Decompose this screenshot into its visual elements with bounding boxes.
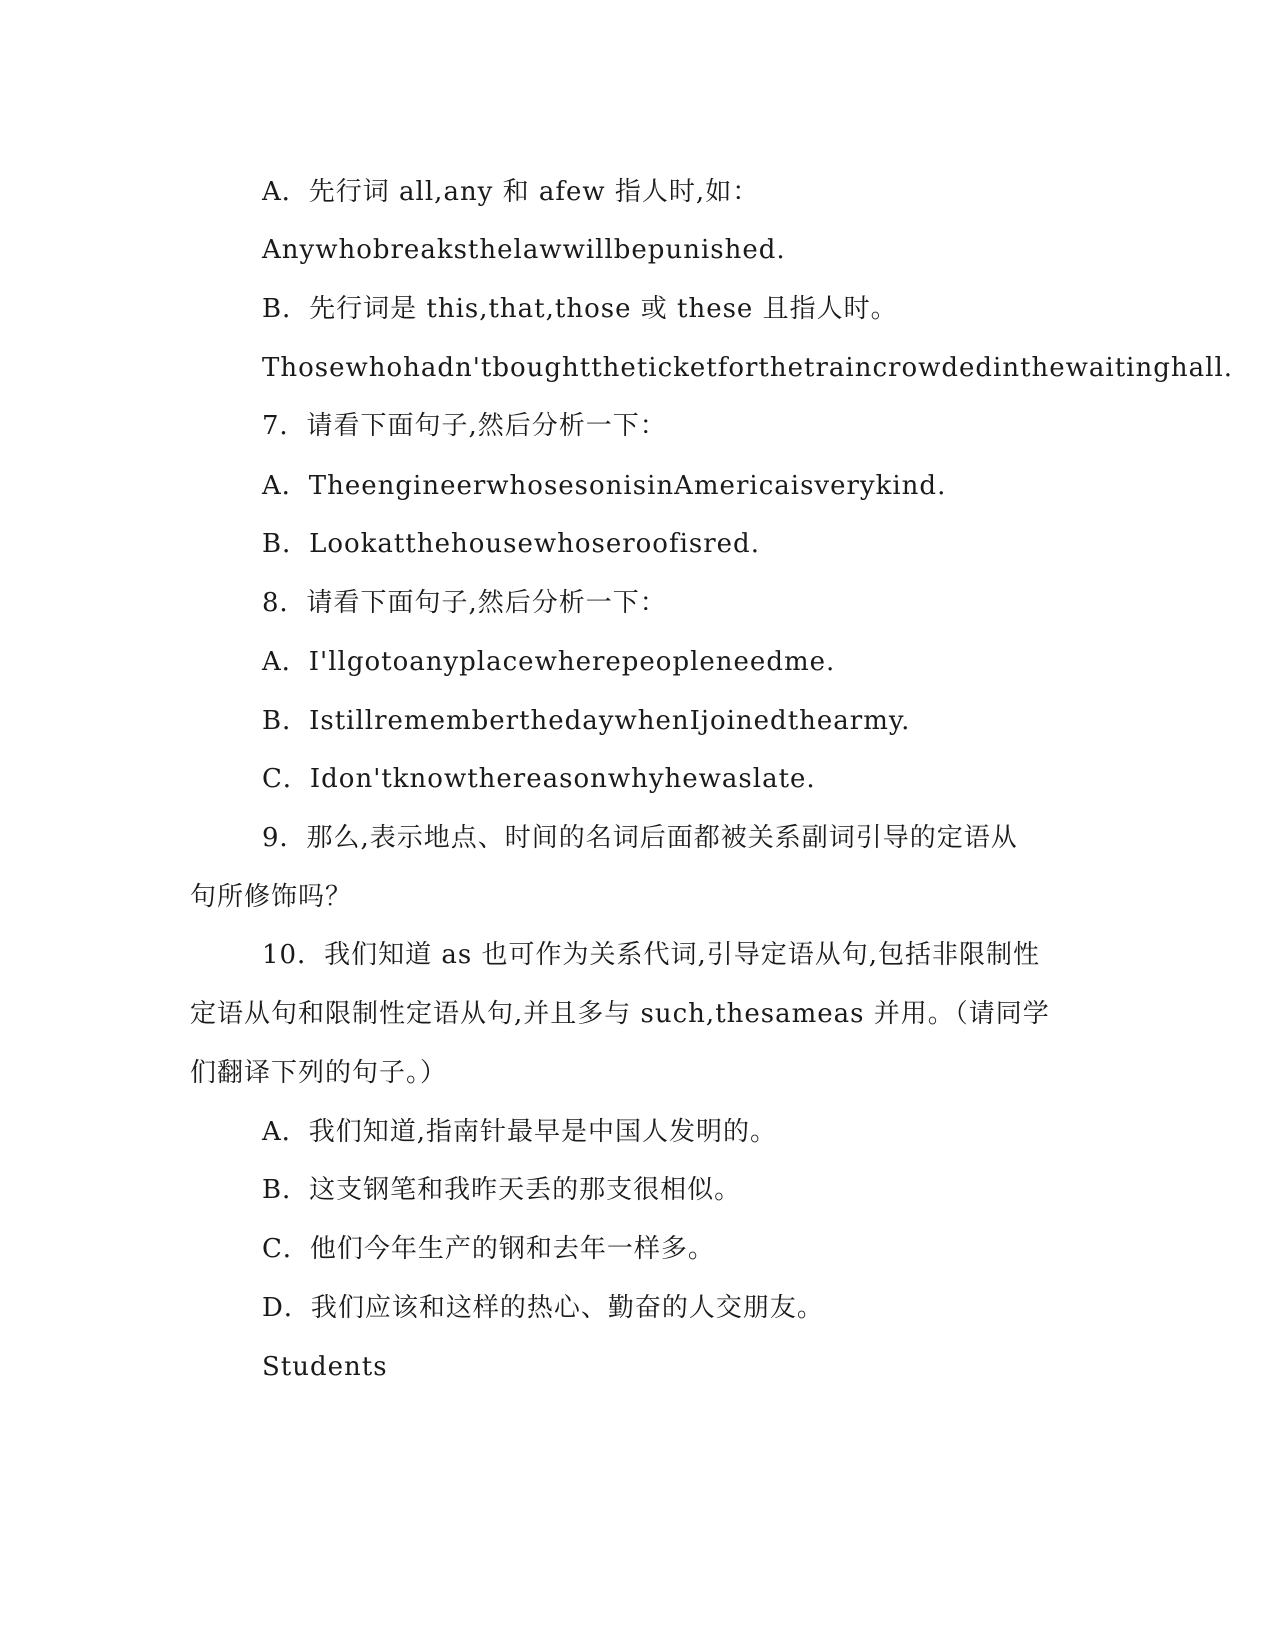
text-line-question-7: 7．请看下面句子,然后分析一下： [262, 411, 667, 441]
text-line-question-9: 9．那么,表示地点、时间的名词后面都被关系副词引导的定语从 [262, 823, 1018, 853]
text-line-7b: B．Lookatthehousewhoseroofisred. [262, 529, 760, 559]
text-line-8a: A．I'llgotoanyplacewherepeopleneedme. [262, 647, 836, 677]
text-line-question-9-cont: 句所修饰吗？ [190, 882, 353, 912]
text-line-10a: A．我们知道,指南针最早是中国人发明的。 [262, 1117, 778, 1147]
text-line-b-antecedent-this-that: B．先行词是 this,that,those 或 these 且指人时。 [262, 294, 898, 324]
text-line-question-10-cont: 定语从句和限制性定语从句,并且多与 such,thesameas 并用。（请同学 [190, 999, 1050, 1029]
text-line-example-those: Thosewhohadn'tboughttheticketforthetraincrowdedinthewaitinghall. [262, 353, 1234, 383]
text-line-8b: B．IstillrememberthedaywhenIjoinedthearmy. [262, 706, 911, 736]
text-line-10c: C．他们今年生产的钢和去年一样多。 [262, 1234, 715, 1264]
text-line-10b: B．这支钢笔和我昨天丢的那支很相似。 [262, 1175, 742, 1205]
text-line-question-8: 8．请看下面句子,然后分析一下： [262, 588, 667, 618]
text-line-10d: D．我们应该和这样的热心、勤奋的人交朋友。 [262, 1293, 824, 1323]
text-line-7a: A．TheengineerwhosesonisinAmericaisverykind. [262, 471, 947, 501]
text-line-students: Students [262, 1352, 388, 1382]
text-line-8c: C．Idon'tknowthereasonwhyhewaslate. [262, 764, 816, 794]
text-line-question-10: 10．我们知道 as 也可作为关系代词,引导定语从句,包括非限制性 [262, 940, 1040, 970]
text-line-question-10-cont2: 们翻译下列的句子。） [190, 1058, 448, 1088]
text-line-a-antecedent-all-any: A．先行词 all,any 和 afew 指人时,如： [262, 177, 760, 207]
text-line-example-anyone: Anywhobreaksthelawwillbepunished. [262, 235, 786, 265]
